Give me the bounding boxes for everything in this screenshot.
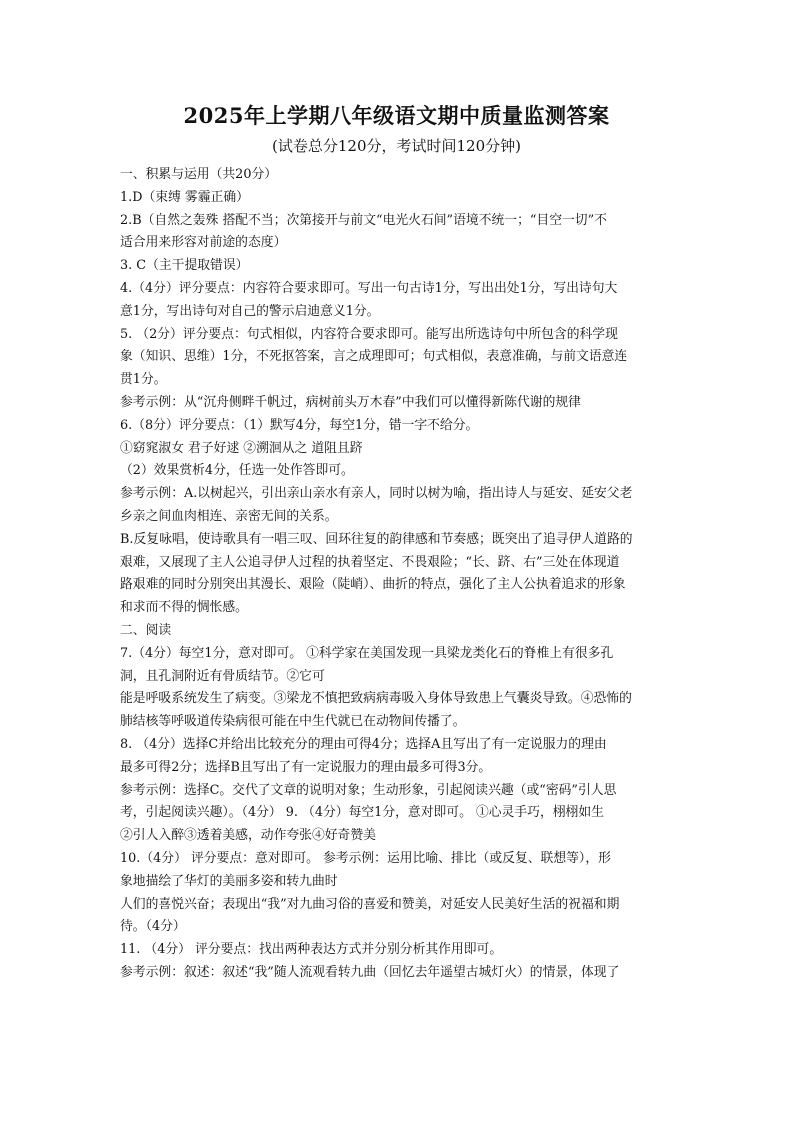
answer-line: 和求而不得的惆怅感。: [120, 600, 248, 616]
section-heading: 二、阅读: [120, 622, 172, 638]
answer-line: 8. （4分）选择C并给出比较充分的理由可得4分；选择A且写出了有一定说服力的理由: [120, 736, 607, 752]
answer-line: 4.（4分）评分要点：内容符合要求即可。写出一句古诗1分，写出出处1分，写出诗句大: [120, 280, 618, 296]
answer-line: ①窈窕淑女 君子好逑 ②溯洄从之 道阻且跻: [120, 440, 363, 456]
answer-line: 2.B（自然之轰殊 搭配不当；次第接开与前文“电光火石间”语境不统一；“目空一切”不: [120, 212, 607, 228]
answer-line: 路艰难的同时分别突出其漫长、艰险（陡峭）、曲折的特点，强化了主人公执着追求的形象: [120, 577, 626, 593]
answer-line: 3. C（主干提取错误）: [120, 258, 249, 274]
section-heading: 一、积累与运用（共20分）: [120, 167, 278, 182]
answer-line: 适合用来形容对前途的态度）: [120, 235, 287, 251]
answer-line: 10.（4分） 评分要点：意对即可。 参考示例：运用比喻、排比（或反复、联想等），形: [120, 850, 611, 866]
answer-line: 1.D（束缚 雾霾正确）: [120, 189, 249, 205]
answer-line: 6.（8分）评分要点：（1）默写4分，每空1分，错一字不给分。: [120, 417, 479, 433]
answer-line: 乡亲之间血肉相连、亲密无间的关系。: [120, 508, 338, 524]
answer-line: 7.（4分）每空1分，意对即可。 ①科学家在美国发现一具梁龙类化石的脊椎上有很多孔: [120, 645, 614, 661]
answer-line: 艰难，又展现了主人公追寻伊人过程的执着坚定、不畏艰险；“长、跻、右”三处在体现道: [120, 554, 620, 570]
answer-line: 考，引起阅读兴趣）。（4分） 9. （4分）每空1分，意对即可。 ①心灵手巧，栩栩如生: [120, 805, 604, 821]
answer-line: 5. （2分）评分要点：句式相似，内容符合要求即可。能写出所选诗句中所包含的科学现: [120, 326, 618, 342]
answer-line: 象（知识、思维）1分，不死抠答案，言之成理即可；句式相似，表意准确，与前文语意连: [120, 349, 628, 365]
page-title: 2025年上学期八年级语文期中质量监测答案: [183, 103, 610, 128]
answer-line: 参考示例：A.以树起兴，引出亲山亲水有亲人，同时以树为喻，指出诗人与延安、延安父老: [120, 486, 633, 502]
answer-line: 能是呼吸系统发生了病变。③梁龙不慎把致病病毒吸入身体导致患上气囊炎导致。④恐怖的: [120, 691, 632, 707]
answer-line: 最多可得2分；选择B且写出了有一定说服力的理由最多可得3分。: [120, 759, 492, 775]
answer-line: ②引人入醉③透着美感，动作夸张④好奇赞美: [120, 828, 376, 844]
answer-line: （2）效果赏析4分，任选一处作答即可。: [120, 463, 354, 479]
answer-line: 参考示例：选择C。交代了文章的说明对象；生动形象，引起阅读兴趣（或“密码”引人思: [120, 782, 617, 798]
answer-line: B.反复咏唱，使诗歌具有一唱三叹、回环往复的韵律感和节奏感；既突出了追寻伊人道路的: [120, 531, 633, 547]
answer-line: 人们的喜悦兴奋；表现出“我”对九曲习俗的喜爱和赞美，对延安人民美好生活的祝福和期: [120, 896, 620, 912]
page-subtitle: (试卷总分120分，考试时间120分钟): [272, 137, 521, 155]
answer-line: 待。（4分）: [120, 919, 186, 935]
answer-line: 参考示例：叙述：叙述“我”随人流观看转九曲（回忆去年遥望古城灯火）的情景，体现了: [120, 964, 620, 980]
answer-line: 11. （4分） 评分要点：找出两种表达方式并分别分析其作用即可。: [120, 942, 503, 958]
answer-line: 参考示例：从“沉舟侧畔千帆过，病树前头万木春”中我们可以懂得新陈代谢的规律: [120, 394, 581, 410]
answer-line: 象地描绘了华灯的美丽多姿和转九曲时: [120, 873, 338, 889]
answer-line: 意1分，写出诗句对自己的警示启迪意义1分。: [120, 303, 380, 319]
answer-line: 肺结核等呼吸道传染病很可能在中生代就已在动物间传播了。: [120, 714, 466, 730]
answer-line: 洞，且孔洞附近有骨质结节。②它可: [120, 668, 325, 684]
answer-body: [120, 164, 680, 985]
answer-line: 贯1分。: [120, 372, 167, 388]
